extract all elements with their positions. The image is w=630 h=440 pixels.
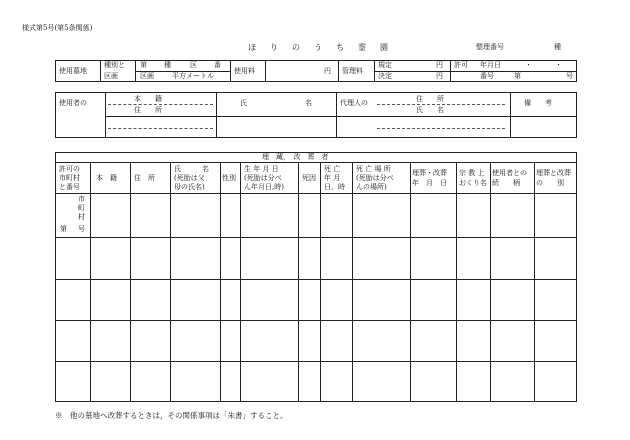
side-gou: 号 — [78, 225, 85, 233]
hdr-kyoka-3: と番号 — [59, 183, 80, 191]
gou-label: 号 — [566, 72, 573, 80]
seiri-number-label: 整理番号 — [476, 43, 504, 51]
shu-label: 種 — [164, 61, 171, 69]
hdr-seinen-3: ん年月日,時) — [244, 183, 284, 191]
ku-label: 区 — [190, 61, 197, 69]
kettei-yen: 円 — [436, 72, 443, 80]
hdr-shibou-basho-3: んの場所) — [356, 183, 387, 191]
shiyouryou-yen: 円 — [324, 67, 331, 75]
side-mura: 村 — [78, 213, 85, 221]
hdr-shuukyou-1: 宗 教 上 — [459, 169, 485, 177]
hdr-shibou-basho-2: (死胎は分べ — [356, 174, 394, 182]
kanriryou-label: 管理料 — [342, 67, 363, 75]
hdr-seibetsu: 性別 — [222, 174, 236, 182]
shimei-shi-label: 氏 — [240, 99, 247, 107]
shiyousha-label: 使用者の — [59, 99, 87, 107]
hdr-shibou-basho-1: 死 亡 場 所 — [356, 165, 391, 173]
hdr-shibou-1: 死 亡 — [324, 165, 341, 173]
footer-note: ※ 他の墓地へ改葬するときは，その関係事項は「朱書」すること。 — [55, 411, 288, 420]
dairinin-label: 代理人の — [340, 99, 368, 107]
hdr-shimei-1: 氏 名 — [174, 165, 209, 173]
bikou-label: 備 考 — [524, 99, 552, 107]
side-dai: 第 — [60, 225, 67, 233]
hdr-betsu-2: の 別 — [536, 179, 564, 187]
kettei-label: 決定 — [378, 72, 392, 80]
kitei-label: 規定 — [378, 61, 392, 69]
burial-table-caption: 埋 蔵， 改 葬 者 — [262, 153, 329, 161]
kukaku2-label: 区画 — [140, 72, 154, 80]
burial-table — [55, 152, 577, 402]
hdr-shibou-3: 日，時 — [324, 183, 345, 191]
hdr-honseki: 本 籍 — [96, 174, 117, 182]
dairinin-shimei-label: 氏 名 — [416, 106, 444, 114]
hdr-kyoka-2: 市町村 — [59, 174, 80, 182]
hdr-maizou-2: 年 月 日 — [412, 179, 447, 187]
shiyou-bochi-label: 使用墓地 — [59, 67, 87, 75]
hdr-shuukyou-2: おくり名 — [459, 179, 487, 187]
kukaku-label: 区画 — [104, 72, 118, 80]
dairinin-jusho-label: 住 所 — [416, 95, 444, 103]
hdr-shibou-2: 年 月 — [324, 174, 341, 182]
shimei-mei-label: 名 — [305, 99, 312, 107]
page-title: ほりのうち霊園 — [248, 43, 402, 52]
honseki-label: 本 籍 — [134, 95, 162, 103]
jusho-label: 住 所 — [134, 106, 162, 114]
hdr-shimei-2: (死胎は父 — [174, 174, 205, 182]
heihou-label: 平方メートル — [172, 72, 214, 80]
hdr-seinen-1: 生 年 月 日 — [244, 165, 279, 173]
kitei-yen: 円 — [436, 61, 443, 69]
hdr-kyoka-1: 許可の — [59, 165, 80, 173]
shubetsu-label: 種別と — [104, 61, 125, 69]
ban-label: 番 — [214, 61, 221, 69]
form-number-label: 様式第5号(第5条関係) — [22, 24, 93, 32]
date-dot-1: ・ — [525, 61, 532, 69]
hdr-betsu-1: 埋葬と改葬 — [536, 169, 571, 177]
date-dot-2: ・ — [555, 61, 562, 69]
dai2-label: 第 — [514, 72, 521, 80]
hdr-maizou-1: 埋葬・改葬 — [412, 169, 447, 177]
shiyouryou-label: 使用料 — [234, 67, 255, 75]
nengappi-label: 年月日 — [480, 61, 501, 69]
hdr-seinen-2: (死胎は分べ — [244, 174, 282, 182]
side-machi: 町 — [78, 204, 85, 212]
hdr-jusho: 住 所 — [134, 174, 155, 182]
dai-label: 第 — [140, 61, 147, 69]
side-shi: 市 — [78, 195, 85, 203]
hdr-kankei-2: 続 柄 — [492, 179, 520, 187]
bangou-label: 番号 — [480, 72, 494, 80]
hdr-kankei-1: 使用者との — [492, 169, 527, 177]
hdr-shiin: 死因 — [302, 174, 316, 182]
kyoka-label: 許可 — [454, 61, 468, 69]
seiri-number-suffix: 種 — [554, 43, 561, 51]
hdr-shimei-3: 母の氏名) — [174, 183, 205, 191]
